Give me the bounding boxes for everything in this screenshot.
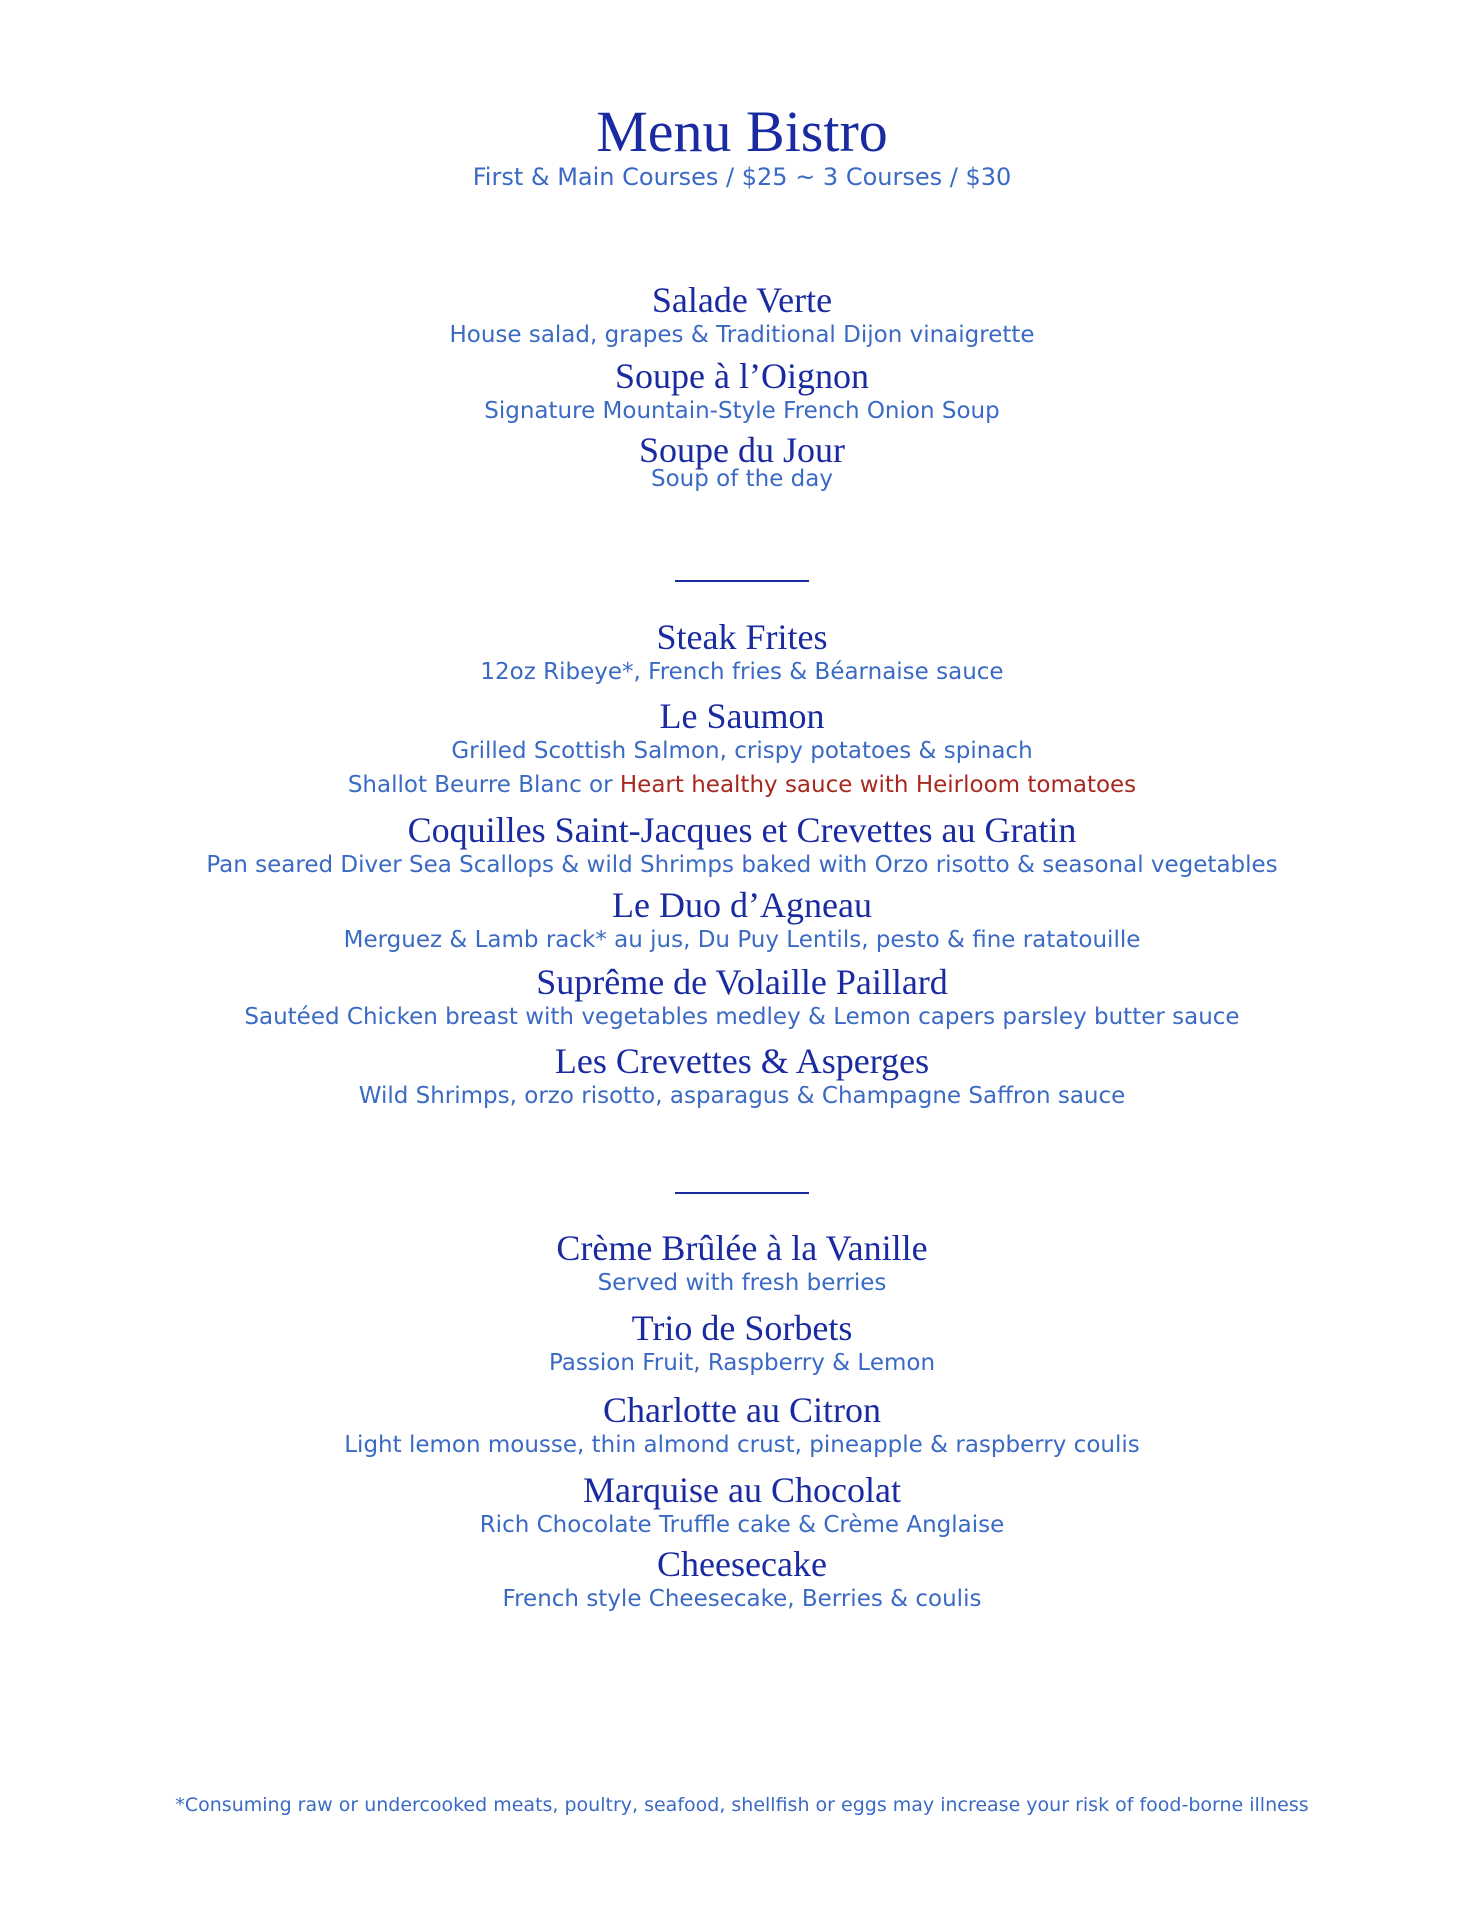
dish-charlotte-citron [0,1390,1484,1460]
dish-coquilles [0,810,1484,880]
dish-description: House salad, grapes & Traditional Dijon vinaigrette [449,322,1035,348]
starters-section-3 [0,430,1484,494]
starters-section-2 [0,356,1484,426]
dish-name: Marquise au Chocolat [583,1470,901,1510]
dish-name: Soupe du Jour [639,430,845,470]
dish-description: Sautéed Chicken breast with vegetables medley & Lemon capers parsley butter sauce [244,1004,1240,1030]
dish-soupe-du-jour [0,430,1484,494]
dish-name: Coquilles Saint-Jacques et Crevettes au Gratin [407,810,1077,850]
dish-steak-frites [0,617,1484,687]
dish-name: Crème Brûlée à la Vanille [556,1228,928,1268]
dish-duo-agneau [0,885,1484,955]
dish-description: Pan seared Diver Sea Scallops & wild Shrimps baked with Orzo risotto & seasonal vegetables [206,852,1278,878]
section-divider [675,580,809,582]
dish-supreme-volaille [0,962,1484,1032]
dish-name: Charlotte au Citron [603,1390,881,1430]
dish-name: Steak Frites [656,617,828,657]
menu-pricing: First & Main Courses / $25 ~ 3 Courses / $30 [472,163,1012,191]
dish-name: Le Duo d’Agneau [612,885,872,925]
dish-description: Signature Mountain-Style French Onion Soup [484,398,1000,424]
dish-salade-verte [0,280,1484,350]
dish-crevettes-asperges [0,1041,1484,1111]
menu-title: Menu Bistro [596,99,888,164]
dish-description: Grilled Scottish Salmon, crispy potatoes & spinach [451,738,1033,764]
dish-description: Soup of the day [650,466,833,492]
dish-description: Light lemon mousse, thin almond crust, pineapple & raspberry coulis [344,1432,1140,1458]
dish-description: Served with fresh berries [597,1270,887,1296]
dish-name: Soupe à l’Oignon [615,356,869,396]
dish-name: Suprême de Volaille Paillard [536,962,948,1002]
food-safety-footnote: *Consuming raw or undercooked meats, poultry, seafood, shellfish or eggs may increase your risk of food-borne illness [175,1794,1309,1816]
dish-cheesecake [0,1544,1484,1614]
mains-section-6 [0,1041,1484,1111]
dish-name: Trio de Sorbets [631,1308,853,1348]
starters-section [0,280,1484,350]
dish-le-saumon [0,696,1484,800]
desserts-section [0,1228,1484,1298]
dish-description: French style Cheesecake, Berries & coulis [502,1586,982,1612]
menu-header [0,100,1484,192]
desserts-section-4 [0,1470,1484,1540]
dish-soupe-oignon [0,356,1484,426]
sauce-option-heart-healthy: Heart healthy sauce with Heirloom tomatoes [619,772,1137,798]
dish-name: Les Crevettes & Asperges [554,1041,930,1081]
dish-description: 12oz Ribeye*, French fries & Béarnaise sauce [480,659,1004,685]
section-divider [675,1192,809,1194]
dish-description: Passion Fruit, Raspberry & Lemon [548,1350,936,1376]
footnote-section [0,1793,1484,1817]
dish-name: Cheesecake [657,1544,827,1584]
desserts-section-2 [0,1308,1484,1378]
dish-description: Rich Chocolate Truffle cake & Crème Anglaise [479,1512,1005,1538]
mains-section [0,617,1484,687]
mains-section-3 [0,810,1484,880]
sauce-option-beurre-blanc: Shallot Beurre Blanc or [347,772,620,798]
desserts-section-5 [0,1544,1484,1614]
dish-name: Salade Verte [651,280,833,320]
mains-section-4 [0,885,1484,955]
dish-trio-sorbets [0,1308,1484,1378]
dish-creme-brulee [0,1228,1484,1298]
mains-section-2 [0,696,1484,800]
dish-description: Wild Shrimps, orzo risotto, asparagus & Champagne Saffron sauce [358,1083,1126,1109]
mains-section-5 [0,962,1484,1032]
dish-marquise-chocolat [0,1470,1484,1540]
dish-name: Le Saumon [659,696,825,736]
dish-description: Merguez & Lamb rack* au jus, Du Puy Lentils, pesto & fine ratatouille [343,927,1141,953]
dish-sauce-options [0,770,1484,800]
desserts-section-3 [0,1390,1484,1460]
